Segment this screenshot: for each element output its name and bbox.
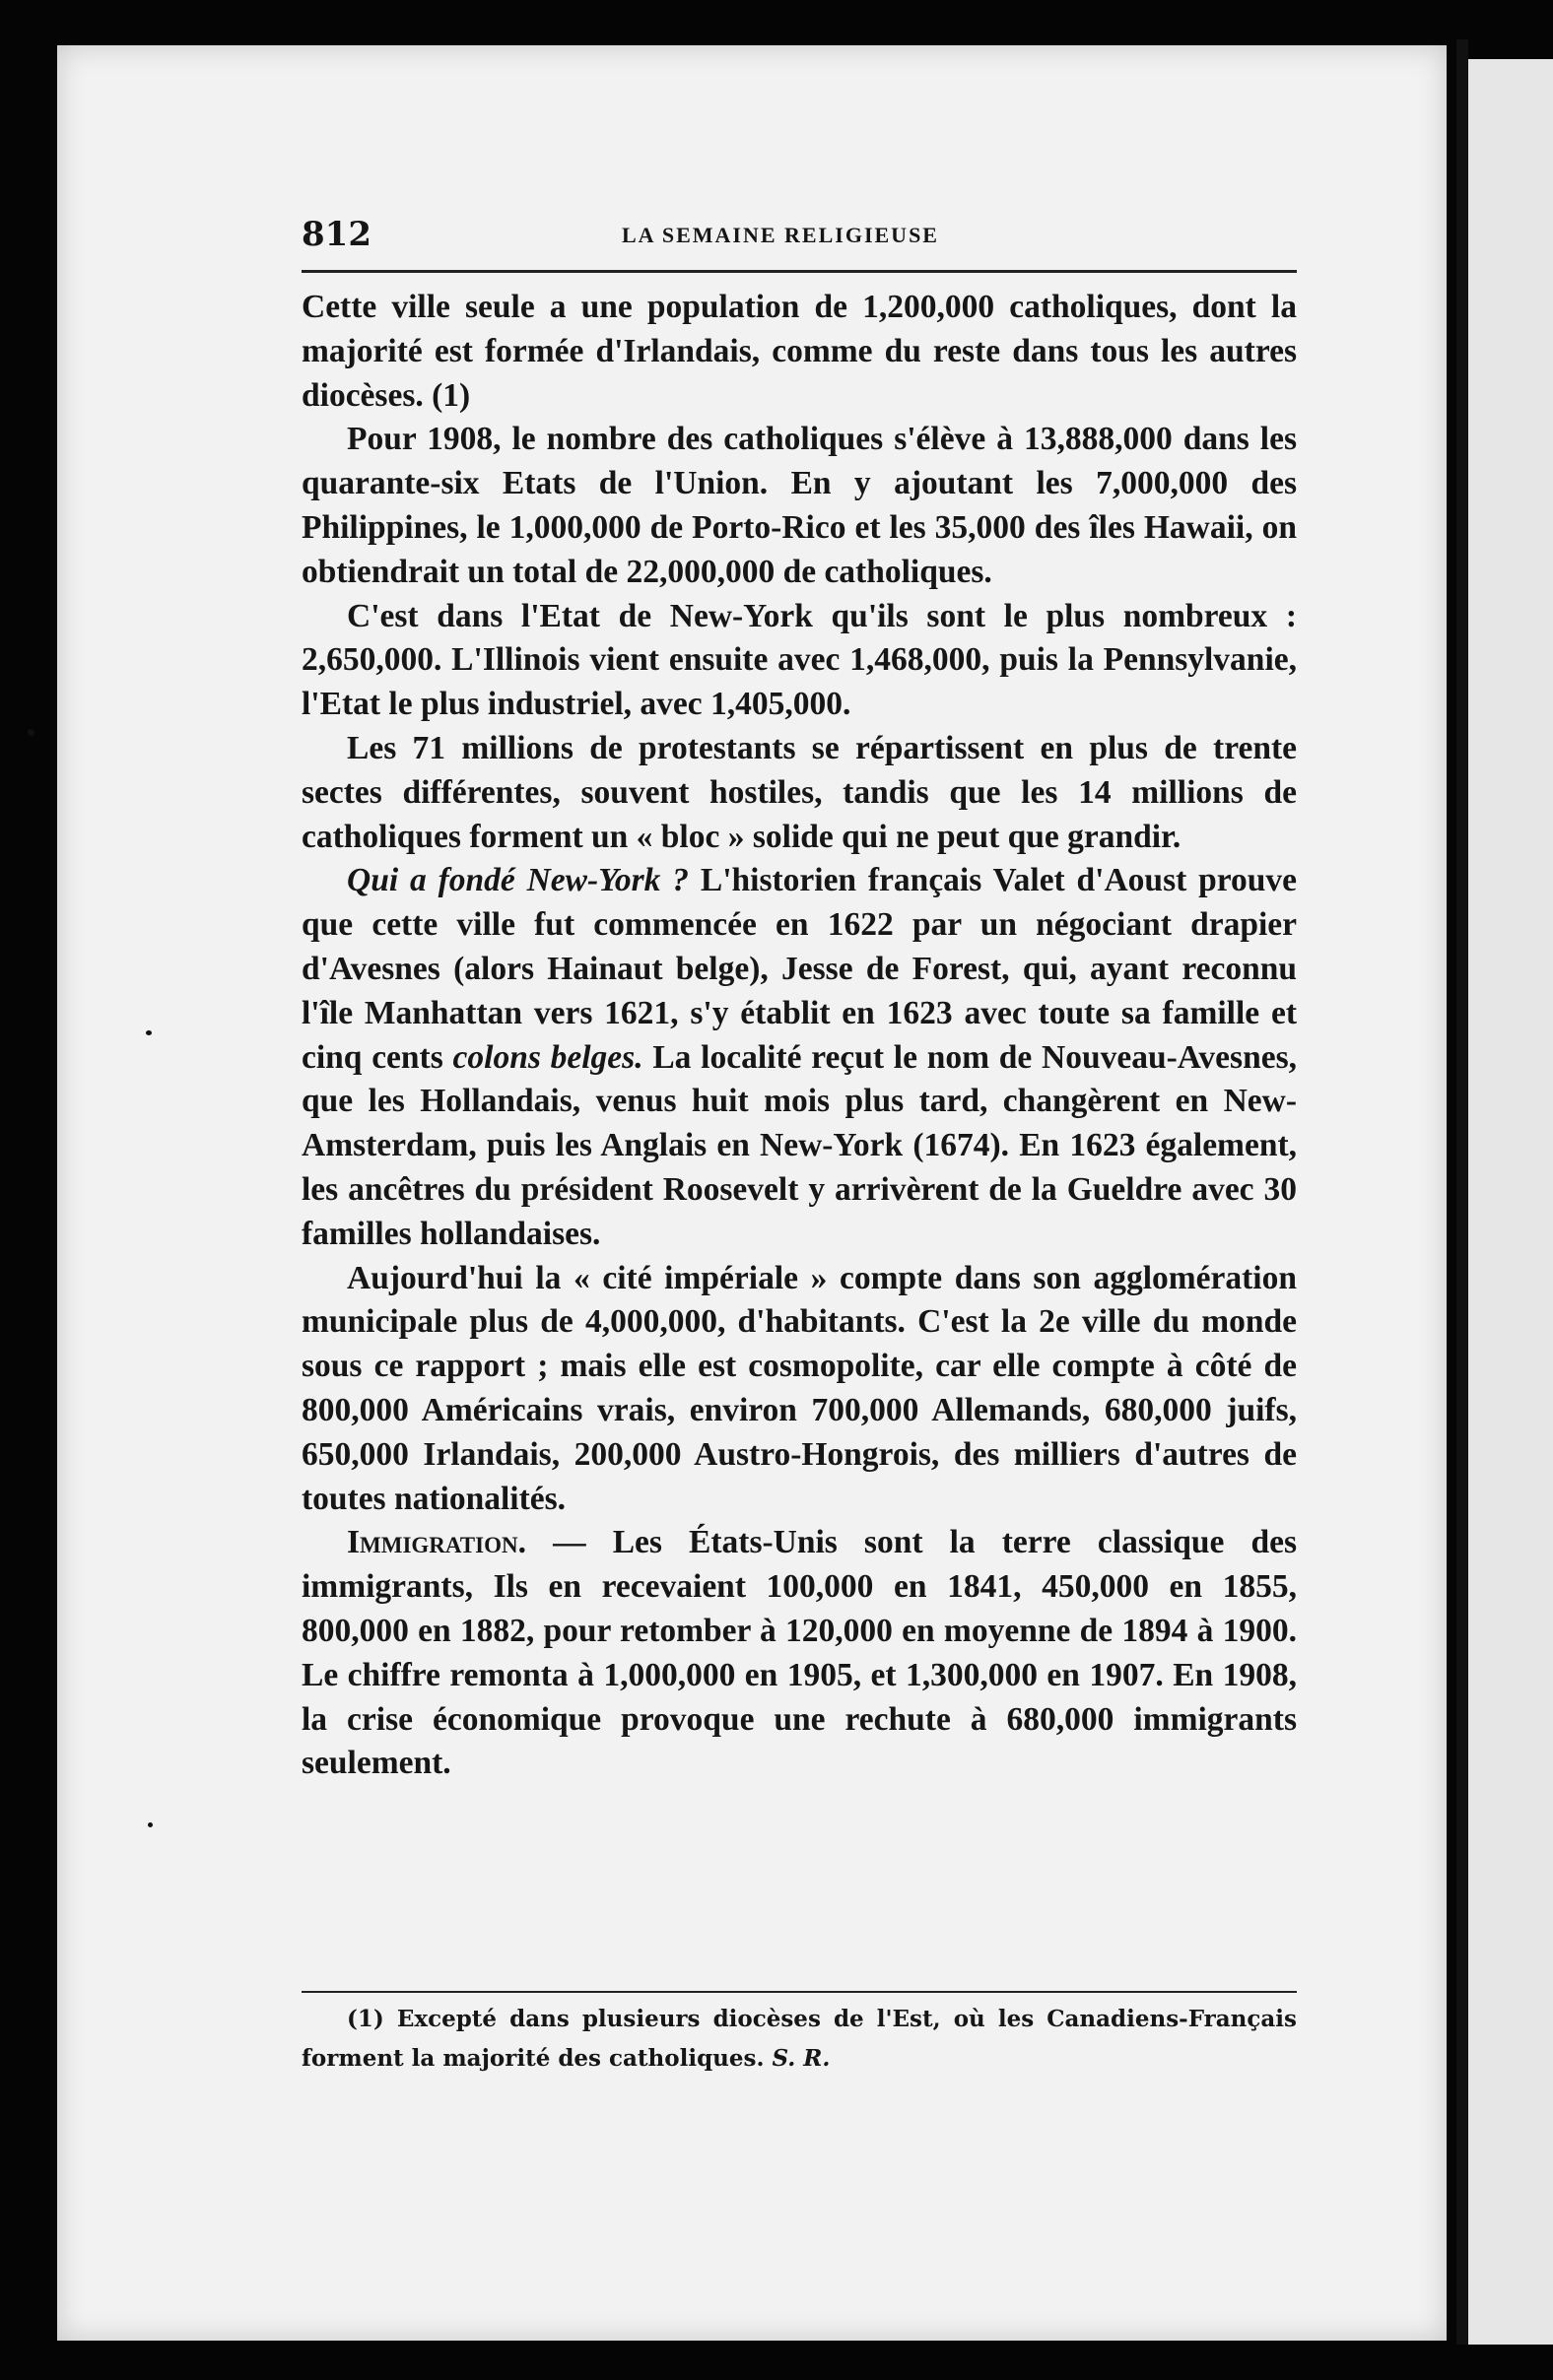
scan-speck	[28, 729, 34, 736]
paragraph	[302, 286, 1297, 418]
text-segment: Qui a fondé New-York ?	[347, 862, 690, 899]
text-segment: Pour 1908, le nombre des catholiques s'élève à 13,888,000 dans les quarante-six Etats de l'Union. En y ajoutant les 7,000,000 des Philippines, le 1,000,000 de Porto-Rico et les 35,000 des îles Hawaii, on obtiendrait un total de 22,000,000 de catholiques.	[302, 421, 1297, 590]
text-segment: L'historien français Valet d'Aoust prouve que cette ville fut commencée en 1622 par un négociant drapier d'Avesnes (alors Hainaut belge), Jesse de Forest, qui, ayant reconnu l'île Manhattan vers 1621, s'y établit en 1623 avec toute sa famille et cinq cents	[302, 862, 1297, 1076]
paragraph	[302, 727, 1297, 859]
text-segment: S. R.	[772, 2045, 831, 2072]
text-segment: C'est dans l'Etat de New-York qu'ils sont le plus nombreux : 2,650,000. L'Illinois vient ensuite avec 1,468,000, puis la Pennsylvanie, l'Etat le plus industriel, avec 1,405,000.	[302, 597, 1297, 723]
text-segment: (1) Excepté dans plusieurs diocèses de l'Est, où les Canadiens-Français forment la majorité des catholiques.	[302, 2006, 1297, 2072]
text-segment: Immigration.	[347, 1524, 526, 1561]
page-gutter	[1456, 39, 1468, 2345]
paragraph	[302, 1521, 1297, 1786]
text-segment: colons belges.	[452, 1038, 643, 1076]
header-rule	[302, 270, 1297, 273]
footnote	[302, 2000, 1297, 2079]
running-head	[302, 215, 1297, 254]
text-segment: Cette ville seule a une population de 1,200,000 catholiques, dont la majorité est formée d'Irlandais, comme du reste dans tous les autres diocèses. (1)	[302, 289, 1297, 414]
journal-title: LA SEMAINE RELIGIEUSE	[622, 223, 939, 247]
scan-speck	[146, 1030, 152, 1035]
text-segment: — Les États-Unis sont la terre classique des immigrants, Ils en recevaient 100,000 en 1841, 450,000 en 1855, 800,000 en 1882, pour retomber à 120,000 en moyenne de 1894 à 1900. Le chiffre remonta à 1,000,000 en 1905, et 1,300,000 en 1907. En 1908, la crise économique provoque une rechute à 680,000 immigrants seulement.	[302, 1524, 1297, 1782]
page-number: 812	[302, 215, 371, 254]
paragraph	[302, 859, 1297, 1256]
text-segment: La localité reçut le nom de Nouveau-Avesnes, que les Hollandais, venus huit mois plus tard, changèrent en New-Amsterdam, puis les Anglais en New-York (1674). En 1623 également, les ancêtres du président Roosevelt y arrivèrent de la Gueldre avec 30 familles hollandaises.	[302, 1038, 1298, 1252]
paragraph	[302, 595, 1297, 727]
text-segment: Aujourd'hui la « cité impériale » compte dans son agglomération municipale plus de 4,000,000, d'habitants. C'est la 2e ville du monde sous ce rapport ; mais elle est cosmopolite, car elle compte à côté de 800,000 Américains vrais, environ 700,000 Allemands, 680,000 juifs, 650,000 Irlandais, 200,000 Austro-Hongrois, des milliers d'autres de toutes nationalités.	[302, 1259, 1297, 1517]
paragraph	[302, 1257, 1297, 1522]
footnote-rule	[302, 1991, 1297, 1993]
paragraph	[302, 418, 1297, 594]
adjacent-page-edge	[1468, 59, 1553, 2345]
text-segment: Les 71 millions de protestants se répartissent en plus de trente sectes différentes, souvent hostiles, tandis que les 14 millions de catholiques forment un « bloc » solide qui ne peut que grandir.	[302, 729, 1297, 855]
body-text	[302, 286, 1297, 1786]
scan-speck	[148, 1822, 153, 1827]
